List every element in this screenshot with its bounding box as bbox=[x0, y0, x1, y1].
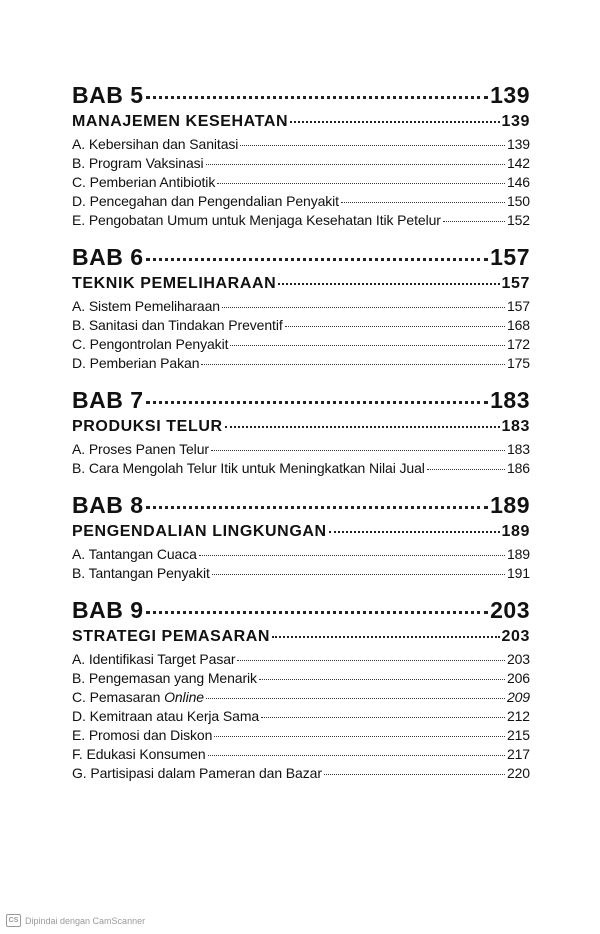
chapter-heading bbox=[72, 82, 530, 112]
toc-entry-page-number: 152 bbox=[506, 212, 530, 228]
dot-leader bbox=[329, 531, 500, 533]
section-title: PENGENDALIAN LINGKUNGAN bbox=[72, 523, 327, 540]
toc-entry-page-number: 215 bbox=[506, 727, 530, 743]
section-title-line bbox=[72, 628, 530, 651]
chapter-label: BAB 5 bbox=[72, 82, 144, 108]
dot-leader bbox=[212, 574, 505, 575]
toc-entry-page-number: 189 bbox=[506, 546, 530, 562]
toc-entry bbox=[72, 670, 530, 689]
section-title-line bbox=[72, 418, 530, 441]
toc-entry-text: D. Pencegahan dan Pengendalian Penyakit bbox=[72, 193, 339, 209]
section-title-line bbox=[72, 523, 530, 546]
dot-leader bbox=[290, 121, 499, 123]
toc-entry-label bbox=[72, 136, 238, 152]
toc-entry bbox=[72, 460, 530, 479]
toc-entry-label bbox=[72, 193, 339, 209]
toc-entry-label bbox=[72, 670, 257, 686]
dot-leader bbox=[324, 774, 505, 775]
toc-entry-text: A. Kebersihan dan Sanitasi bbox=[72, 136, 239, 152]
toc-entry-page-number: 139 bbox=[506, 136, 530, 152]
toc-entry-label bbox=[72, 336, 228, 352]
section-page-number: 139 bbox=[501, 113, 530, 130]
toc-entry-page-number: 206 bbox=[506, 670, 530, 686]
toc-entry-label bbox=[72, 746, 206, 762]
toc-entry-text: B. Sanitasi dan Tindakan Preventif bbox=[72, 317, 283, 333]
dot-leader bbox=[240, 145, 505, 146]
toc-entry-text: E. Pengobatan Umum untuk Menjaga Kesehatan Itik Petelur bbox=[72, 212, 441, 228]
chapter-page-number: 189 bbox=[490, 492, 530, 518]
dot-leader bbox=[225, 426, 500, 428]
toc-entry-label bbox=[72, 155, 204, 171]
toc-entry bbox=[72, 708, 530, 727]
toc-entry-page-number: 203 bbox=[506, 651, 530, 667]
toc-entry-label bbox=[72, 651, 235, 667]
chapter-label: BAB 9 bbox=[72, 597, 144, 623]
dot-leader bbox=[208, 755, 505, 756]
dot-leader bbox=[443, 221, 505, 222]
dot-leader bbox=[146, 258, 489, 261]
chapter-block bbox=[72, 597, 530, 784]
toc-entry bbox=[72, 193, 530, 212]
toc-entry-page-number: 191 bbox=[506, 565, 530, 581]
dot-leader bbox=[211, 450, 505, 451]
chapter-heading bbox=[72, 492, 530, 522]
toc-entry bbox=[72, 212, 530, 231]
section-title-line bbox=[72, 113, 530, 136]
chapter-block bbox=[72, 492, 530, 584]
section-title: STRATEGI PEMASARAN bbox=[72, 628, 271, 645]
dot-leader bbox=[261, 717, 505, 718]
dot-leader bbox=[259, 679, 505, 680]
toc-entry-text: B. Tantangan Penyakit bbox=[72, 565, 210, 581]
toc-entry-text: A. Proses Panen Telur bbox=[72, 441, 209, 457]
toc-entry-page-number: 168 bbox=[506, 317, 530, 333]
dot-leader bbox=[285, 326, 505, 327]
dot-leader bbox=[206, 164, 505, 165]
toc-entry-page-number: 186 bbox=[506, 460, 530, 476]
toc-entry-label bbox=[72, 212, 441, 228]
toc-entry-page-number: 142 bbox=[506, 155, 530, 171]
toc-entry-text: A. Sistem Pemeliharaan bbox=[72, 298, 220, 314]
toc-entry bbox=[72, 765, 530, 784]
toc-entry-text: A. Identifikasi Target Pasar bbox=[72, 651, 236, 667]
camscanner-logo-icon: CS bbox=[6, 914, 21, 927]
toc-entry-label bbox=[72, 174, 215, 190]
chapter-heading bbox=[72, 597, 530, 627]
toc-entry-italic-text: Online bbox=[164, 689, 204, 705]
toc-entry-page-number: 146 bbox=[506, 174, 530, 190]
toc-entry-label bbox=[72, 460, 425, 476]
dot-leader bbox=[427, 469, 505, 470]
section-page-number: 183 bbox=[501, 418, 530, 435]
toc-entry bbox=[72, 136, 530, 155]
toc-entry bbox=[72, 727, 530, 746]
section-page-number: 157 bbox=[501, 275, 530, 292]
toc-entry bbox=[72, 317, 530, 336]
dot-leader bbox=[237, 660, 504, 661]
toc-entry-label bbox=[72, 708, 259, 724]
table-of-contents bbox=[72, 82, 530, 797]
dot-leader bbox=[217, 183, 505, 184]
toc-entry-label bbox=[72, 546, 197, 562]
toc-entry bbox=[72, 298, 530, 317]
toc-entry-text: B. Program Vaksinasi bbox=[72, 155, 204, 171]
toc-entry bbox=[72, 155, 530, 174]
dot-leader bbox=[199, 555, 505, 556]
chapter-label: BAB 6 bbox=[72, 244, 144, 270]
chapter-block bbox=[72, 244, 530, 374]
chapter-page-number: 183 bbox=[490, 387, 530, 413]
chapter-page-number: 203 bbox=[490, 597, 530, 623]
toc-entry bbox=[72, 174, 530, 193]
toc-entry-label bbox=[72, 565, 210, 581]
chapter-block bbox=[72, 82, 530, 231]
toc-entry-label bbox=[72, 727, 212, 743]
section-title-line bbox=[72, 275, 530, 298]
toc-entry-page-number: 209 bbox=[506, 689, 530, 705]
dot-leader bbox=[214, 736, 505, 737]
dot-leader bbox=[146, 611, 489, 614]
toc-entry bbox=[72, 565, 530, 584]
dot-leader bbox=[146, 401, 489, 404]
toc-entry-text: G. Partisipasi dalam Pameran dan Bazar bbox=[72, 765, 322, 781]
section-title: TEKNIK PEMELIHARAAN bbox=[72, 275, 277, 292]
section-page-number: 189 bbox=[501, 523, 530, 540]
dot-leader bbox=[278, 283, 499, 285]
toc-entry-page-number: 175 bbox=[506, 355, 530, 371]
toc-entry-page-number: 212 bbox=[506, 708, 530, 724]
toc-entry-text: C. Pemberian Antibiotik bbox=[72, 174, 216, 190]
toc-entry-text: F. Edukasi Konsumen bbox=[72, 746, 206, 762]
dot-leader bbox=[146, 96, 489, 99]
chapter-page-number: 157 bbox=[490, 244, 530, 270]
toc-entry-label bbox=[72, 689, 204, 705]
toc-entry-page-number: 157 bbox=[506, 298, 530, 314]
toc-entry-page-number: 220 bbox=[506, 765, 530, 781]
section-title: PRODUKSI TELUR bbox=[72, 418, 223, 435]
toc-entry bbox=[72, 746, 530, 765]
toc-entry bbox=[72, 689, 530, 708]
chapter-heading bbox=[72, 387, 530, 417]
chapter-label: BAB 8 bbox=[72, 492, 144, 518]
toc-entry-label bbox=[72, 441, 209, 457]
toc-entry-label bbox=[72, 765, 322, 781]
toc-entry-label bbox=[72, 317, 283, 333]
chapter-heading bbox=[72, 244, 530, 274]
toc-entry bbox=[72, 355, 530, 374]
toc-entry-text: B. Pengemasan yang Menarik bbox=[72, 670, 257, 686]
toc-entry-label bbox=[72, 355, 199, 371]
toc-entry-text: A. Tantangan Cuaca bbox=[72, 546, 197, 562]
chapter-page-number: 139 bbox=[490, 82, 530, 108]
toc-entry bbox=[72, 546, 530, 565]
dot-leader bbox=[222, 307, 505, 308]
toc-entry bbox=[72, 336, 530, 355]
toc-entry-text: B. Cara Mengolah Telur Itik untuk Meningkatkan Nilai Jual bbox=[72, 460, 425, 476]
scanner-watermark bbox=[6, 914, 145, 927]
chapter-label: BAB 7 bbox=[72, 387, 144, 413]
toc-entry-text: D. Pemberian Pakan bbox=[72, 355, 200, 371]
toc-entry bbox=[72, 441, 530, 460]
toc-entry-label bbox=[72, 298, 220, 314]
dot-leader bbox=[201, 364, 505, 365]
toc-entry-page-number: 183 bbox=[506, 441, 530, 457]
toc-entry-text: D. Kemitraan atau Kerja Sama bbox=[72, 708, 260, 724]
dot-leader bbox=[146, 506, 489, 509]
section-page-number: 203 bbox=[501, 628, 530, 645]
section-title: MANAJEMEN KESEHATAN bbox=[72, 113, 289, 130]
dot-leader bbox=[230, 345, 505, 346]
toc-entry-text: C. Pemasaran bbox=[72, 689, 165, 705]
toc-entry-text: C. Pengontrolan Penyakit bbox=[72, 336, 229, 352]
toc-entry-page-number: 217 bbox=[506, 746, 530, 762]
toc-entry-page-number: 150 bbox=[506, 193, 530, 209]
toc-entry-page-number: 172 bbox=[506, 336, 530, 352]
dot-leader bbox=[341, 202, 505, 203]
toc-entry bbox=[72, 651, 530, 670]
chapter-block bbox=[72, 387, 530, 479]
scanner-watermark-text: Dipindai dengan CamScanner bbox=[25, 915, 146, 926]
toc-entry-text: E. Promosi dan Diskon bbox=[72, 727, 213, 743]
dot-leader bbox=[206, 698, 505, 699]
dot-leader bbox=[272, 636, 499, 638]
